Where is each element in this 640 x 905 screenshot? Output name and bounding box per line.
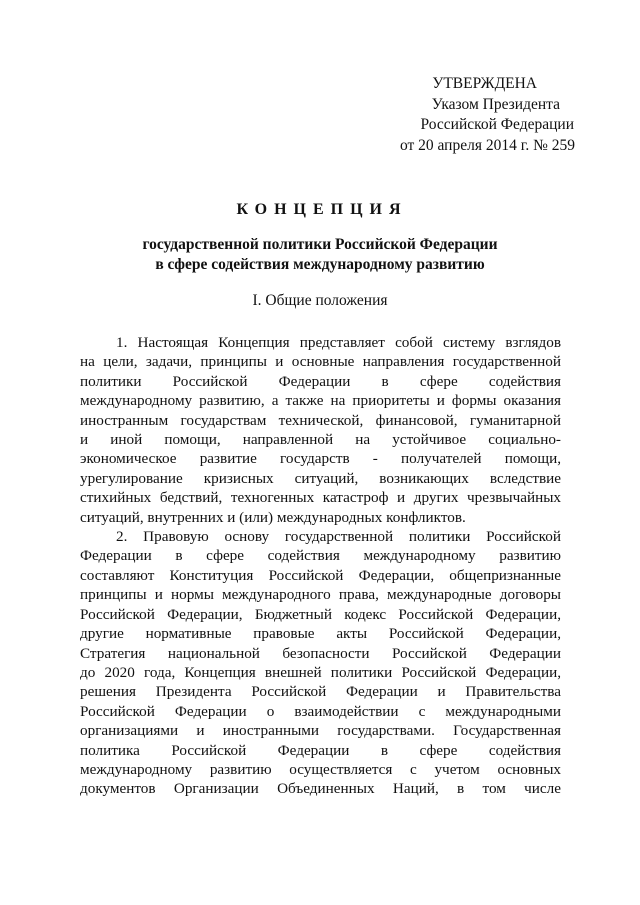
text-line: 1. Настоящая Концепция представляет собой систему взглядов bbox=[116, 334, 561, 351]
text-line: политика Российской Федерации в сфере содействия bbox=[80, 741, 561, 759]
document-title: КОНЦЕПЦИЯ bbox=[236, 201, 408, 218]
text-line: Российской Федерации, Бюджетный кодекс Российской Федерации, bbox=[80, 605, 561, 623]
text-line: ситуаций, внутренних и (или) международных конфликтов. bbox=[80, 508, 466, 526]
text-line: политики Российской Федерации в сфере содействия bbox=[80, 372, 561, 390]
text-line: Федерации в сфере содействия международному развитию bbox=[80, 547, 561, 565]
section-heading: I. Общие положения bbox=[252, 292, 388, 309]
text-line: урегулирование кризисных ситуаций, возникающих вследствие bbox=[80, 469, 561, 487]
approval-decree: Указом Президента bbox=[431, 95, 560, 113]
text-line: другие нормативные правовые акты Российской Федерации, bbox=[80, 625, 561, 643]
text-line: экономическое развитие государств - получателей помощи, bbox=[80, 450, 561, 468]
text-line: стихийных бедствий, техногенных катастроф и других чрезвычайных bbox=[80, 489, 561, 507]
approval-authority: Российской Федерации bbox=[420, 116, 574, 133]
text-line: документов Организации Объединенных Наций, в том числе bbox=[80, 780, 561, 798]
subtitle-line-1: государственной политики Российской Федерации bbox=[142, 236, 498, 253]
text-line: 2. Правовую основу государственной политики Российской bbox=[116, 528, 561, 546]
text-line: международному развитию осуществляется с учетом основных bbox=[80, 760, 561, 778]
text-line: и иной помощи, направленной на устойчивое социально- bbox=[80, 431, 561, 449]
text-line: до 2020 года, Концепция внешней политики Российской Федерации, bbox=[80, 663, 561, 681]
approval-stamp bbox=[0, 74, 575, 156]
approval-date: от 20 апреля 2014 г. № 259 bbox=[399, 136, 575, 154]
text-line: иностранным государствам технической, финансовой, гуманитарной bbox=[80, 411, 561, 429]
text-line: принципы и нормы международного права, международные договоры bbox=[80, 586, 561, 604]
text-line: Российской Федерации о взаимодействии с международными bbox=[80, 702, 561, 720]
text-line: составляют Конституция Российской Федерации, общепризнанные bbox=[80, 566, 561, 584]
text-line: международному развитию, а также на приоритеты и формы оказания bbox=[80, 392, 561, 410]
paragraph-1 bbox=[80, 333, 561, 527]
document-subtitle bbox=[0, 235, 640, 275]
subtitle-line-2: в сфере содействия международному развитию bbox=[155, 256, 485, 273]
text-line: на цели, задачи, принципы и основные направления государственной bbox=[80, 353, 561, 371]
text-line: организациями и иностранными государствами. Государственная bbox=[80, 722, 561, 740]
text-line: решения Президента Российской Федерации и Правительства bbox=[80, 683, 561, 701]
text-line: Стратегия национальной безопасности Российской Федерации bbox=[80, 644, 561, 662]
paragraph-2 bbox=[80, 527, 561, 799]
document-body bbox=[80, 333, 561, 799]
approval-heading: УТВЕРЖДЕНА bbox=[432, 75, 537, 92]
